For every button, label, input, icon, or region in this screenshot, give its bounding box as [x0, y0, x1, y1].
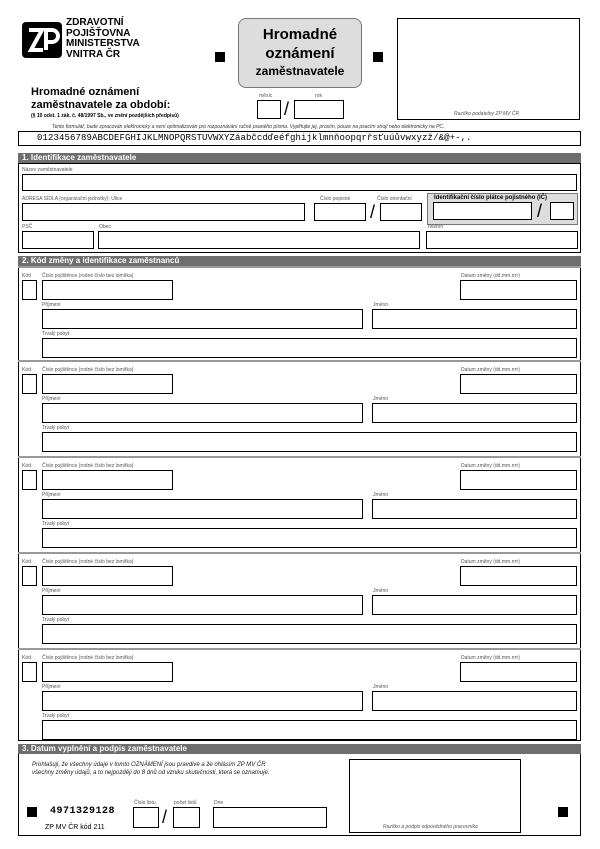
surname-field[interactable] [42, 309, 363, 329]
address-separator: / [370, 202, 376, 222]
orientation-number-field[interactable] [380, 203, 422, 221]
insurance-number-field[interactable] [42, 280, 173, 300]
employer-name-field[interactable] [22, 174, 577, 191]
surname-label: Příjmení [42, 492, 61, 498]
surname-field[interactable] [42, 595, 363, 615]
residence-field[interactable] [42, 528, 577, 548]
period-title-line: Hromadné oznámení [31, 86, 140, 98]
year-label: rok [315, 93, 322, 99]
registration-mark [215, 52, 225, 62]
insurance-number-field[interactable] [42, 566, 173, 586]
first-name-label: Jméno [373, 684, 389, 690]
org-line: ZDRAVOTNÍ [66, 17, 124, 28]
surname-label: Příjmení [42, 396, 61, 402]
street-label: ADRESA SÍDLA (organizační jednotky): Ulice [22, 196, 123, 202]
surname-field[interactable] [42, 403, 363, 423]
change-date-label: Datum změny (dd.mm.rrrr) [461, 367, 520, 373]
insurance-number-label: Číslo pojištěnce (rodné číslo bez lomítka) [42, 655, 134, 661]
sheet-count-label: počet listů [174, 800, 197, 806]
ocr-charset: 0123456789ABCDEFGHIJKLMNOPQRSTUVWXYZáabčcdďeéfghijklmnňoopqrřsťuúůvwxyzž/&@+-,. [37, 133, 472, 143]
org-line: MINISTERSTVA [66, 38, 140, 49]
residence-field[interactable] [42, 720, 577, 740]
surname-label: Příjmení [42, 684, 61, 690]
registry-stamp-box [397, 18, 580, 120]
zp-logo-icon [22, 22, 62, 58]
declaration-text [32, 761, 269, 777]
residence-field[interactable] [42, 432, 577, 452]
insurance-number-label: Číslo pojištěnce (rodné číslo bez lomítka) [42, 367, 134, 373]
signature-box[interactable] [349, 759, 521, 833]
city-field[interactable] [98, 231, 420, 249]
surname-label: Příjmení [42, 302, 61, 308]
city-label: Obec [99, 224, 111, 230]
first-name-label: Jméno [373, 396, 389, 402]
surname-label: Příjmení [42, 588, 61, 594]
change-date-label: Datum změny (dd.mm.rrrr) [461, 463, 520, 469]
first-name-label: Jméno [373, 492, 389, 498]
declaration-line: Prohlašuji, že všechny údaje v tomto OZNÁMENÍ jsou pravdivé a že ohlásím ZP MV ČR [32, 762, 266, 768]
change-code-field[interactable] [22, 374, 37, 394]
surname-field[interactable] [42, 499, 363, 519]
change-date-label: Datum změny (dd.mm.rrrr) [461, 559, 520, 565]
change-code-label: Kód [22, 273, 31, 279]
change-code-field[interactable] [22, 662, 37, 682]
change-date-label: Datum změny (dd.mm.rrrr) [461, 273, 520, 279]
orientation-number-label: Číslo orientační [377, 196, 412, 202]
month-field[interactable] [257, 100, 281, 119]
barcode-number: 4971329128 [50, 806, 116, 817]
employee-entry [18, 552, 581, 642]
form-title-line: Hromadné [262, 26, 338, 43]
fill-date-label: Dne [214, 800, 224, 806]
fill-date-field[interactable] [213, 807, 327, 828]
employer-name-label: Název zaměstnavatele [22, 167, 73, 173]
ocr-notice: Tento formulář, bude zpracován elektronicky a není optimalizován pro rozpoznávání ručně psaného písma. Vyplňujte jej, prosím, pouze na psacím stroji nebo elektronicky na PC. [52, 124, 445, 130]
period-separator: / [284, 99, 290, 119]
org-line: VNITRA ČR [66, 48, 121, 60]
residence-label: Trvalý pobyt [42, 617, 70, 623]
change-code-field[interactable] [22, 470, 37, 490]
first-name-field[interactable] [372, 595, 577, 615]
change-date-field[interactable] [460, 566, 577, 586]
section1-header: 1. Identifikace zaměstnavatele [18, 153, 581, 163]
org-line: POJIŠŤOVNA [66, 27, 131, 39]
first-name-label: Jméno [373, 302, 389, 308]
employee-entry [18, 648, 581, 738]
form-title-line: zaměstnavatele [255, 64, 345, 78]
insurance-number-field[interactable] [42, 374, 173, 394]
insurance-number-field[interactable] [42, 470, 173, 490]
residence-field[interactable] [42, 624, 577, 644]
phone-field[interactable] [426, 231, 578, 249]
insurance-number-label: Číslo pojištěnce (rodné číslo bez lomítka) [42, 559, 134, 565]
change-code-label: Kód [22, 655, 31, 661]
sheet-count-field[interactable] [173, 807, 200, 828]
change-code-label: Kód [22, 559, 31, 565]
employee-entry [18, 456, 581, 546]
ic-separator: / [537, 201, 543, 221]
period-title-line: zaměstnavatele za období: [31, 99, 171, 111]
legal-reference: (§ 10 odst. 1 zák. č. 48/1997 Sb., ve znění pozdějších předpisů) [31, 113, 179, 119]
employee-entry [18, 360, 581, 450]
change-code-label: Kód [22, 463, 31, 469]
signature-label: Razítko a podpis odpovědného pracovníka [383, 824, 478, 830]
first-name-field[interactable] [372, 691, 577, 711]
org-name [66, 18, 140, 60]
registry-stamp-label: Razítko podatelny ZP MV ČR [454, 111, 520, 117]
house-number-field[interactable] [314, 203, 366, 221]
form-title-line: oznámení [265, 45, 335, 62]
first-name-field[interactable] [372, 403, 577, 423]
form-code: ZP MV ČR kód 211 [45, 824, 105, 831]
section3-header: 3. Datum vyplnění a podpis zaměstnavatele [18, 744, 581, 754]
residence-label: Trvalý pobyt [42, 331, 70, 337]
change-code-label: Kód [22, 367, 31, 373]
employee-entry [18, 266, 581, 356]
surname-field[interactable] [42, 691, 363, 711]
form-title [238, 18, 362, 88]
sheet-separator: / [162, 807, 168, 827]
psc-label: PSČ [22, 224, 33, 230]
insurance-number-field[interactable] [42, 662, 173, 682]
first-name-field[interactable] [372, 309, 577, 329]
year-field[interactable] [294, 100, 344, 119]
house-number-label: Číslo popisné [320, 196, 351, 202]
first-name-label: Jméno [373, 588, 389, 594]
registration-mark [373, 52, 383, 62]
first-name-field[interactable] [372, 499, 577, 519]
change-date-field[interactable] [460, 374, 577, 394]
sheet-number-label: Číslo listu [134, 800, 156, 806]
declaration-line: všechny změny údajů, a to nejpozději do 8 dnů od vzniku skutečnosti, která se oznamuje. [32, 770, 270, 776]
residence-field[interactable] [42, 338, 577, 358]
period-title [31, 86, 170, 112]
sheet-number-field[interactable] [133, 807, 159, 828]
ic-suffix-field[interactable] [550, 202, 574, 220]
residence-label: Trvalý pobyt [42, 521, 70, 527]
ic-main-field[interactable] [433, 202, 532, 220]
change-date-label: Datum změny (dd.mm.rrrr) [461, 655, 520, 661]
registration-mark [27, 807, 37, 817]
change-date-field[interactable] [460, 470, 577, 490]
insurance-number-label: Číslo pojištěnce (rodné číslo bez lomítka) [42, 273, 134, 279]
month-label: měsíc [259, 93, 273, 99]
change-code-field[interactable] [22, 566, 37, 586]
residence-label: Trvalý pobyt [42, 713, 70, 719]
registration-mark [558, 807, 568, 817]
insurance-number-label: Číslo pojištěnce (rodné číslo bez lomítka) [42, 463, 134, 469]
street-field[interactable] [22, 203, 305, 221]
psc-field[interactable] [22, 231, 94, 249]
phone-label: Telefon [427, 224, 444, 230]
residence-label: Trvalý pobyt [42, 425, 70, 431]
ic-label: Identifikační číslo plátce pojistného (IČ) [434, 195, 548, 201]
change-date-field[interactable] [460, 280, 577, 300]
change-code-field[interactable] [22, 280, 37, 300]
section2-header: 2. Kód změny a identifikace zaměstnanců [18, 256, 581, 266]
change-date-field[interactable] [460, 662, 577, 682]
